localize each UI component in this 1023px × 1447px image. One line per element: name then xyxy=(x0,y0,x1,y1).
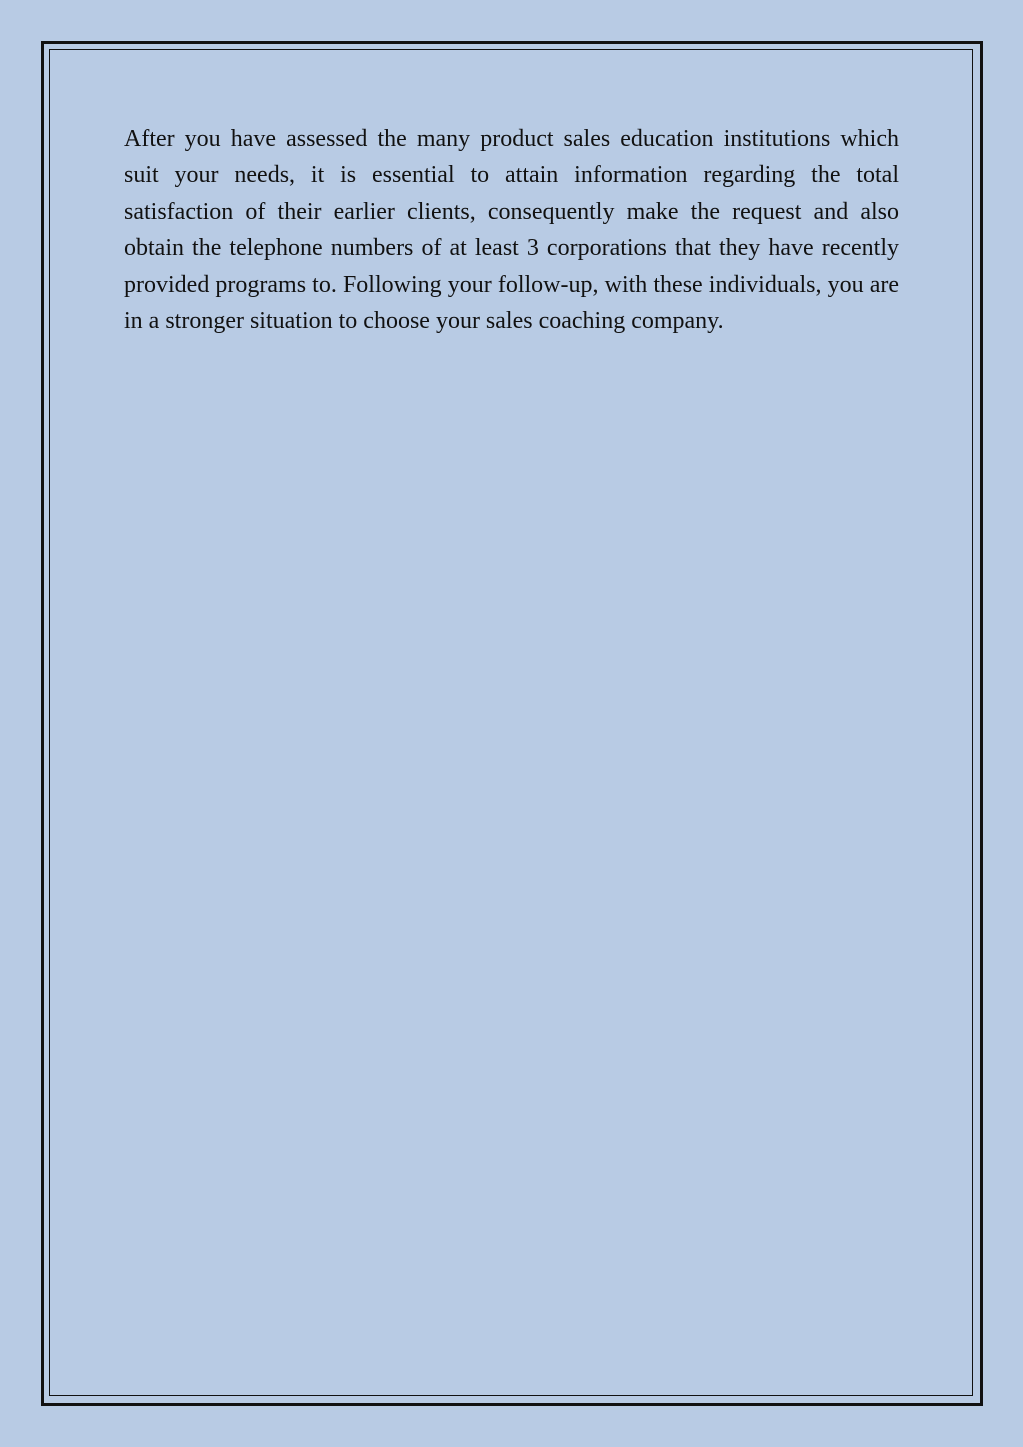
body-paragraph: After you have assessed the many product sales education institutions which suit your needs, it is essential to attain information regarding the total satisfaction of their earlier clients, consequently make the request and also obtain the telephone numbers of at least 3 corporations that they have recently provided programs to. Following your follow-up, with these individuals, you are in a stronger situation to choose your sales coaching company. xyxy=(124,126,899,335)
